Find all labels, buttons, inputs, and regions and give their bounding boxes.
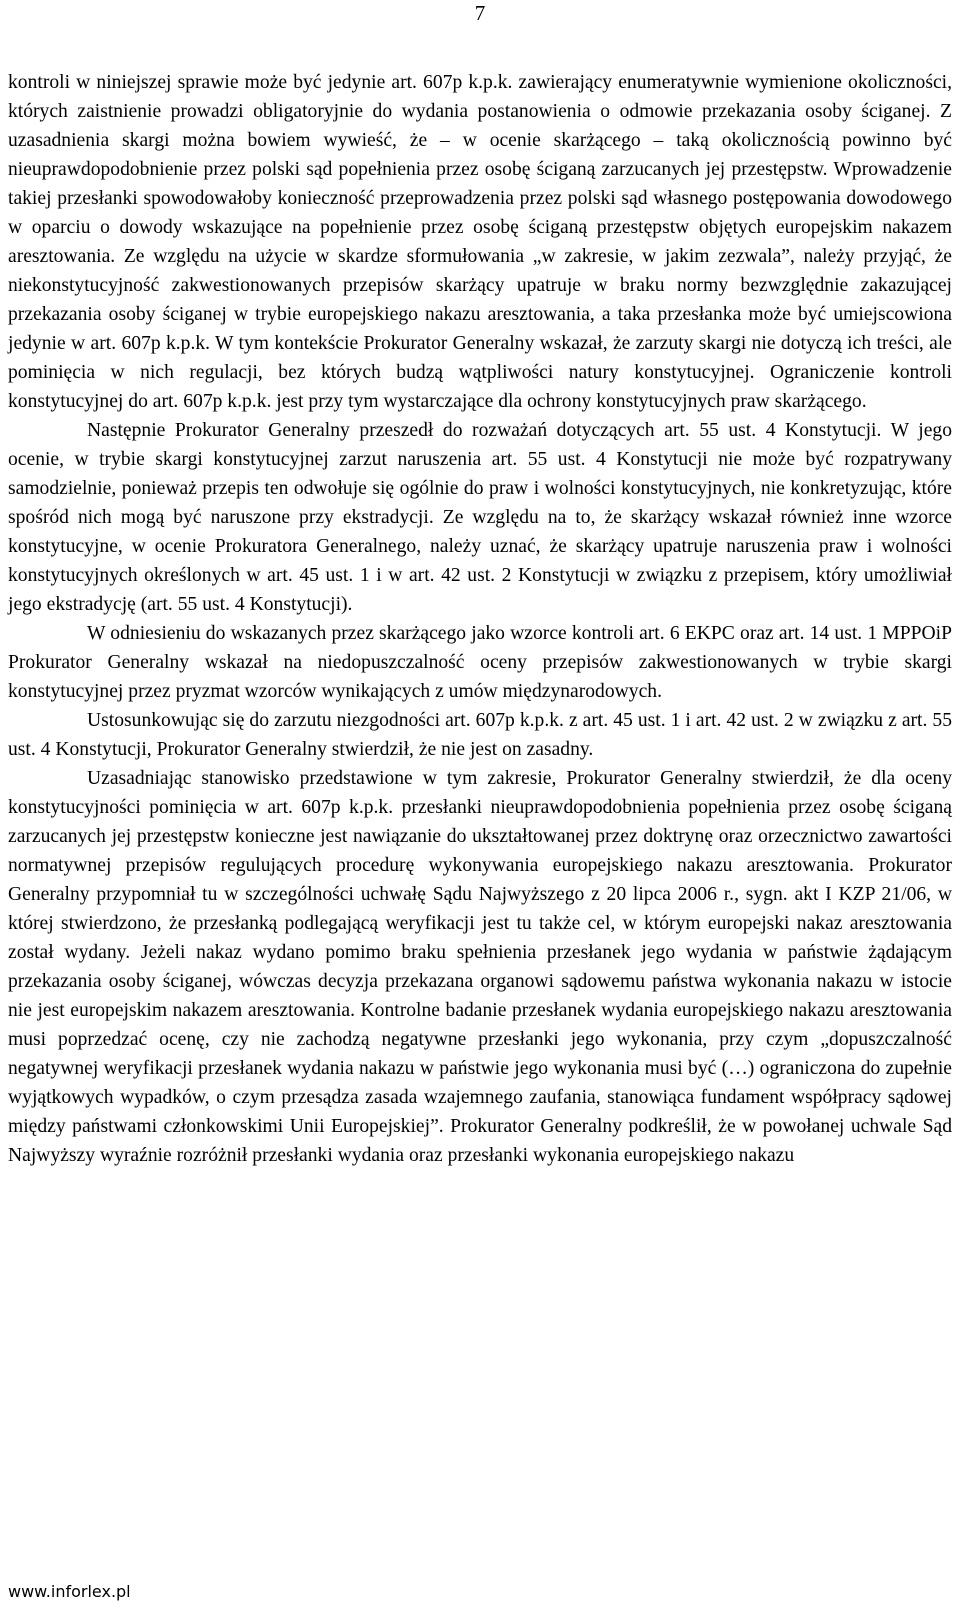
footer-website: www.inforlex.pl — [8, 1582, 131, 1601]
paragraph-2: Następnie Prokurator Generalny przeszedł do rozważań dotyczących art. 55 ust. 4 Konstytucji. W jego ocenie, w trybie skargi konstytucyjnej zarzut naruszenia art. 55 ust. 4 Konstytucji nie może być rozpatrywany samodzielnie, ponieważ przepis ten odwołuje się ogólnie do praw i wolności konstytucyjnych, nie konkretyzując, które spośród nich mogą być naruszone przy ekstradycji. Ze względu na to, że skarżący wskazał również inne wzorce konstytucyjne, w ocenie Prokuratora Generalnego, należy uznać, że skarżący upatruje naruszenia praw i wolności konstytucyjnych określonych w art. 45 ust. 1 i w art. 42 ust. 2 Konstytucji w związku z przepisem, który umożliwiał jego ekstradycję (art. 55 ust. 4 Konstytucji). — [8, 420, 952, 615]
paragraph-3: W odniesieniu do wskazanych przez skarżącego jako wzorce kontroli art. 6 EKPC oraz art. 14 ust. 1 MPPOiP Prokurator Generalny wskazał na niedopuszczalność oceny przepisów zakwestionowanych w trybie skargi konstytucyjnej przez pryzmat wzorców wynikających z umów międzynarodowych. — [8, 623, 952, 702]
paragraph-1: kontroli w niniejszej sprawie może być jedynie art. 607p k.p.k. zawierający enumeratywnie wymienione okoliczności, których zaistnienie prowadzi obligatoryjnie do wydania postanowienia o odmowie przekazania osoby ściganej. Z uzasadnienia skargi można bowiem wywieść, że – w ocenie skarżącego – taką okolicznością powinno być nieuprawdopodobnienie przez polski sąd popełnienia przez osobę ściganą zarzucanych jej przestępstw. Wprowadzenie takiej przesłanki spowodowałoby konieczność przeprowadzenia przez polski sąd własnego postępowania dowodowego w oparciu o dowody wskazujące na popełnienie przez osobę ściganą przestępstw objętych europejskim nakazem aresztowania. Ze względu na użycie w skardze sformułowania „w zakresie, w jakim zezwala”, należy przyjąć, że niekonstytucyjność zakwestionowanych przepisów skarżący upatruje w braku normy bezwzględnie zakazującej przekazania osoby ściganej w trybie europejskiego nakazu aresztowania, a taka przesłanka może być umiejscowiona jedynie w art. 607p k.p.k. W tym kontekście Prokurator Generalny wskazał, że zarzuty skargi nie dotyczą ich treści, ale pominięcia w nich regulacji, bez których budzą wątpliwości natury konstytucyjnej. Ograniczenie kontroli konstytucyjnej do art. 607p k.p.k. jest przy tym wystarczające dla ochrony konstytucyjnych praw skarżącego. — [8, 72, 952, 412]
document-body — [8, 68, 952, 1170]
page-number: 7 — [474, 1, 486, 25]
paragraph-4: Ustosunkowując się do zarzutu niezgodności art. 607p k.p.k. z art. 45 ust. 1 i art. 42 ust. 2 w związku z art. 55 ust. 4 Konstytucji, Prokurator Generalny stwierdził, że nie jest on zasadny. — [8, 710, 952, 760]
paragraph-5: Uzasadniając stanowisko przedstawione w tym zakresie, Prokurator Generalny stwierdził, że dla oceny konstytucyjności pominięcia w art. 607p k.p.k. przesłanki nieuprawdopodobnienia popełnienia przez osobę ściganą zarzucanych jej przestępstw konieczne jest nawiązanie do ukształtowanej przez doktrynę oraz orzecznictwo zawartości normatywnej przepisów regulujących procedurę wykonywania europejskiego nakazu aresztowania. Prokurator Generalny przypomniał tu w szczególności uchwałę Sądu Najwyższego z 20 lipca 2006 r., sygn. akt I KZP 21/06, w której stwierdzono, że przesłanką podlegającą weryfikacji jest tu także cel, w którym europejski nakaz aresztowania został wydany. Jeżeli nakaz wydano pomimo braku spełnienia przesłanek jego wydania w państwie żądającym przekazania osoby ściganej, wówczas decyzja przekazana organowi sądowemu państwa wykonania nakazu w istocie nie jest europejskim nakazem aresztowania. Kontrolne badanie przesłanek wydania europejskiego nakazu aresztowania musi poprzedzać ocenę, czy nie zachodzą negatywne przesłanki jego wykonania, przy czym „dopuszczalność negatywnej weryfikacji przesłanek wydania nakazu w państwie jego wykonania musi być (…) ograniczona do zupełnie wyjątkowych wypadków, o czym przesądza zasada wzajemnego zaufania, stanowiąca fundament współpracy sądowej między państwami członkowskimi Unii Europejskiej”. Prokurator Generalny podkreślił, że w powołanej uchwale Sąd Najwyższy wyraźnie rozróżnił przesłanki wydania oraz przesłanki wykonania europejskiego nakazu — [8, 768, 952, 1166]
